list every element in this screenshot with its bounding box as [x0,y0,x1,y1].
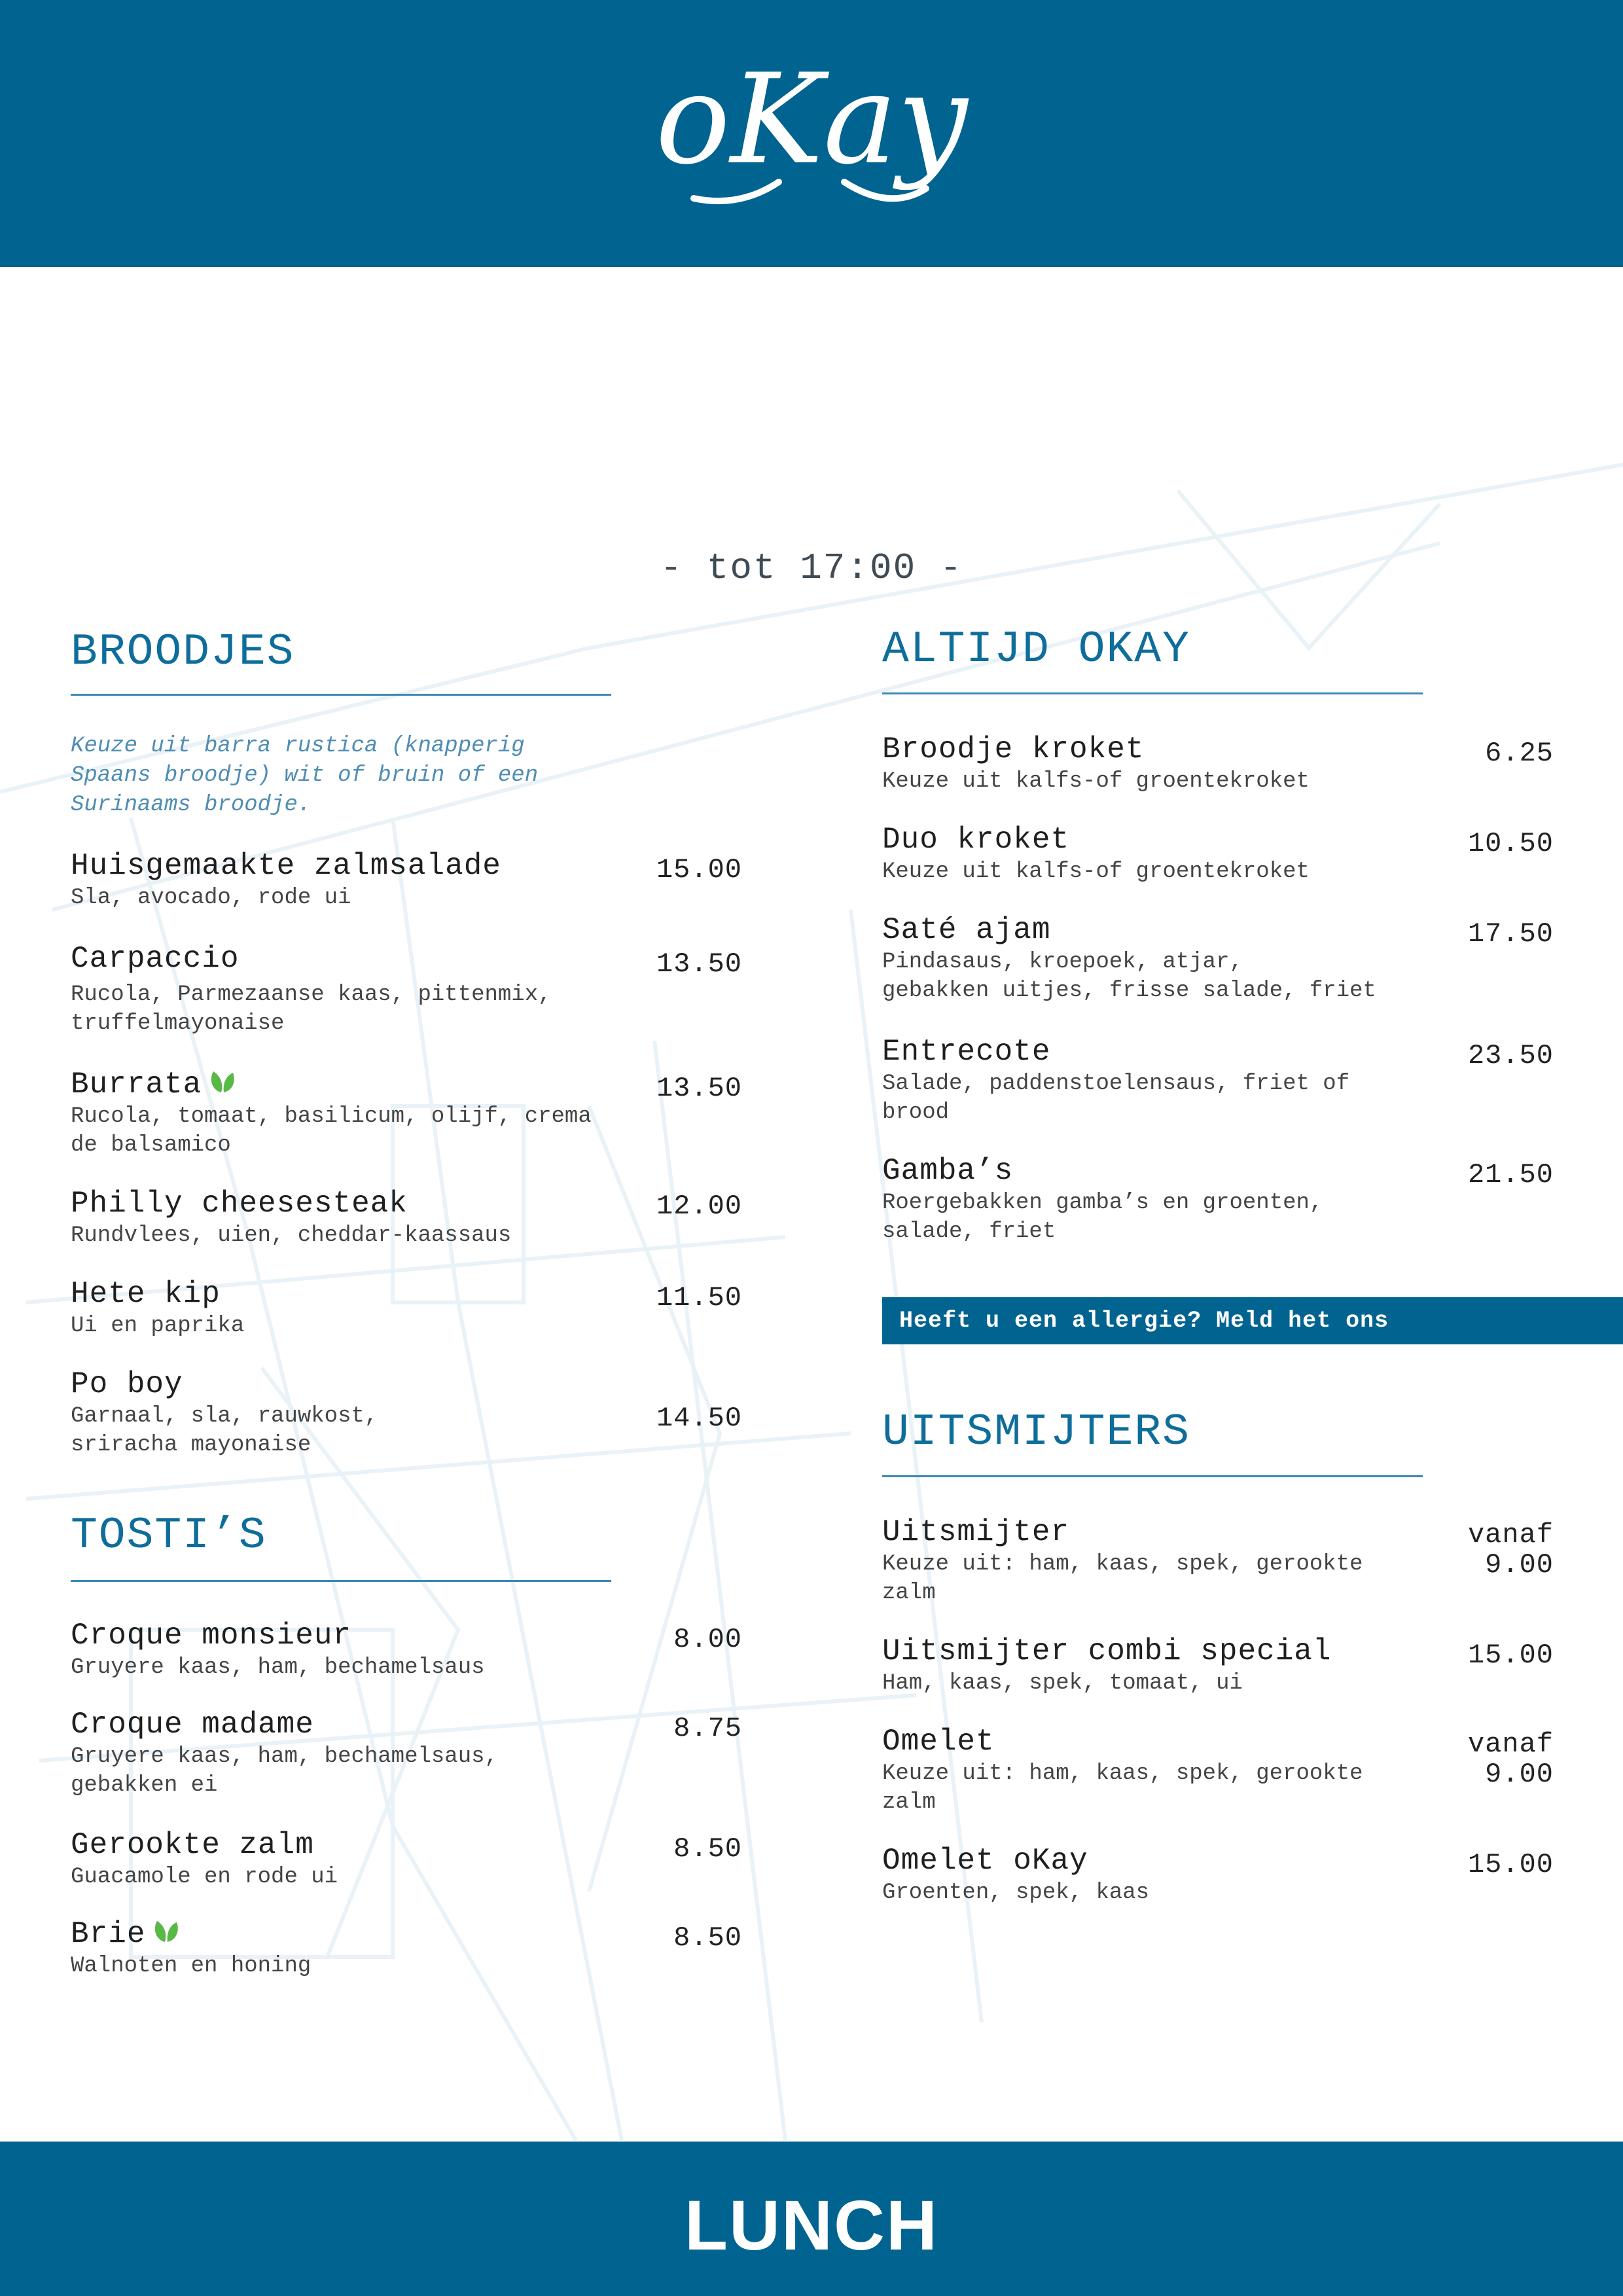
menu-item: Brie Walnoten en honing [71,1917,312,1979]
item-price: 8.75 [673,1713,742,1744]
bread-choice-note: Keuze uit barra rustica (knapperig Spaans broodje) wit of bruin of een Surinaams broodje. [71,734,539,817]
okay-logo [655,47,968,215]
item-price: 13.50 [656,1073,742,1104]
leaf-icon [152,1918,181,1945]
item-price: 10.50 [1467,828,1554,859]
allergy-notice-banner: Heeft u een allergie? Meld het ons [882,1297,1623,1344]
menu-item: Philly cheesesteak Rundvlees, uien, cheddar-kaassaus [71,1187,512,1248]
item-price: vanaf 9.00 [1467,1519,1554,1581]
section-title-uitsmijters: UITSMIJTERS [882,1407,1190,1458]
section-divider [71,1580,611,1582]
item-price: 11.50 [656,1282,742,1314]
menu-item: Uitsmijter Keuze uit: ham, kaas, spek, gerookte zalm [882,1515,1363,1605]
item-price: 23.50 [1467,1040,1554,1071]
section-divider [882,692,1423,694]
menu-item: Croque madame Gruyere kaas, ham, bechamelsaus, gebakken ei [71,1708,498,1798]
section-title-altijd-okay: ALTIJD OKAY [882,624,1190,675]
item-price: 8.00 [673,1624,742,1655]
menu-item: Saté ajam Pindasaus, kroepoek, atjar, gebakken uitjes, frisse salade, friet [882,913,1376,1003]
menu-item: Hete kip Ui en paprika [71,1277,245,1338]
menu-item: Uitsmijter combi special Ham, kaas, spek, tomaat, ui [882,1634,1332,1696]
menu-item: Burrata Rucola, tomaat, basilicum, olijf, crema de balsamico [71,1067,592,1158]
logo-text: oKay [655,47,968,192]
menu-item: Gamba’s Roergebakken gamba’s en groenten, salade, friet [882,1154,1323,1244]
section-divider [71,694,611,696]
item-price: 15.00 [1467,1640,1554,1671]
menu-item: Huisgemaakte zalmsalade Sla, avocado, rode ui [71,849,501,910]
item-price: 17.50 [1467,918,1554,950]
item-price: 15.00 [1467,1849,1554,1880]
section-divider [882,1475,1423,1477]
item-price: vanaf 9.00 [1467,1729,1554,1790]
item-price: 8.50 [673,1922,742,1954]
item-price: 8.50 [673,1833,742,1865]
section-title-broodjes: BROODJES [71,627,295,677]
item-price: 12.00 [656,1191,742,1222]
item-price: 13.50 [656,948,742,980]
menu-type-title: LUNCH [685,2185,938,2265]
serving-time: - tot 17:00 - [660,547,963,589]
section-title-tostis: TOSTI’S [71,1511,267,1561]
menu-item: Gerookte zalm Guacamole en rode ui [71,1828,338,1890]
leaf-icon [208,1069,237,1095]
menu-item: Duo kroket Keuze uit kalfs-of groentekroket [882,823,1310,884]
menu-item: Entrecote Salade, paddenstoelensaus, friet of brood [882,1035,1350,1125]
menu-item: Po boy Garnaal, sla, rauwkost, sriracha mayonaise [71,1367,378,1458]
menu-item: Croque monsieur Gruyere kaas, ham, bechamelsaus [71,1619,485,1680]
menu-item: Carpaccio Rucola, Parmezaanse kaas, pittenmix, truffelmayonaise [71,942,552,1036]
item-price: 14.50 [656,1403,742,1434]
item-price: 15.00 [656,854,742,886]
item-price: 6.25 [1485,738,1554,769]
menu-item: Broodje kroket Keuze uit kalfs-of groentekroket [882,732,1310,794]
item-price: 21.50 [1467,1159,1554,1191]
menu-item: Omelet oKay Groenten, spek, kaas [882,1844,1150,1905]
menu-item: Omelet Keuze uit: ham, kaas, spek, gerookte zalm [882,1725,1363,1815]
